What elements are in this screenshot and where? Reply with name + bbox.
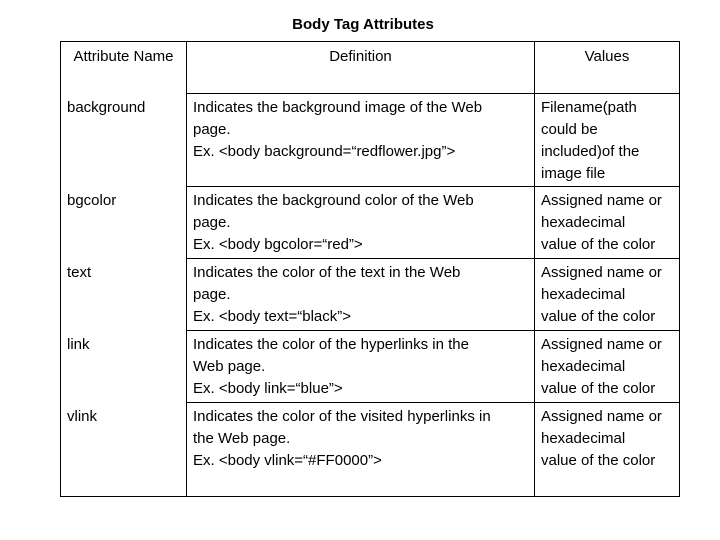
definition-line: page.	[193, 214, 231, 231]
definition-cell	[187, 259, 535, 331]
definition-example: Ex. <body vlink=“#FF0000”>	[193, 452, 382, 469]
values-line: hexadecimal	[541, 358, 626, 375]
values-line: hexadecimal	[541, 430, 626, 447]
table-row	[61, 403, 680, 497]
definition-line: Indicates the color of the text in the Web	[193, 264, 461, 281]
values-line: included)of the	[541, 143, 640, 160]
table-row	[61, 94, 680, 187]
values-line: value of the color	[541, 452, 656, 469]
attribute-cell: background	[67, 98, 146, 116]
definition-line: Indicates the background image of the Web	[193, 99, 483, 116]
definition-line: Indicates the color of the hyperlinks in the	[193, 336, 469, 353]
definition-line: Indicates the color of the visited hyperlinks in	[193, 408, 491, 425]
values-line: Filename(path	[541, 99, 637, 116]
header-values: Values	[584, 48, 630, 65]
attribute-cell: link	[67, 335, 90, 353]
definition-line: the Web page.	[193, 430, 291, 447]
attribute-cell: vlink	[67, 407, 98, 425]
page-title: Body Tag Attributes	[292, 16, 434, 33]
values-cell	[535, 187, 680, 259]
definition-example: Ex. <body text=“black”>	[193, 308, 351, 325]
definition-cell	[187, 331, 535, 403]
values-line: image file	[541, 165, 606, 182]
attributes-table	[60, 41, 680, 497]
attribute-cell: bgcolor	[67, 191, 117, 209]
values-cell	[535, 331, 680, 403]
header-definition: Definition	[187, 42, 535, 94]
definition-cell	[187, 187, 535, 259]
values-line: hexadecimal	[541, 214, 626, 231]
values-line: Assigned name or	[541, 192, 662, 209]
definition-line: Indicates the background color of the Web	[193, 192, 474, 209]
definition-line: Web page.	[193, 358, 266, 375]
table-header-row	[61, 42, 680, 94]
values-line: value of the color	[541, 308, 656, 325]
table-row	[61, 187, 680, 259]
definition-cell	[187, 94, 535, 187]
values-line: Assigned name or	[541, 336, 662, 353]
definition-cell	[187, 403, 535, 497]
values-line: value of the color	[541, 380, 656, 397]
definition-example: Ex. <body link=“blue”>	[193, 380, 343, 397]
definition-example: Ex. <body background=“redflower.jpg”>	[193, 143, 456, 160]
values-line: hexadecimal	[541, 286, 626, 303]
header-attribute-name: Attribute Name	[73, 48, 174, 65]
values-line: Assigned name or	[541, 408, 662, 425]
definition-line: page.	[193, 286, 231, 303]
values-line: Assigned name or	[541, 264, 662, 281]
table-row	[61, 331, 680, 403]
values-line: value of the color	[541, 236, 656, 253]
values-cell	[535, 94, 680, 187]
values-line: could be	[541, 121, 598, 138]
definition-line: page.	[193, 121, 231, 138]
table-row	[61, 259, 680, 331]
values-cell	[535, 259, 680, 331]
values-cell	[535, 403, 680, 497]
attribute-cell: text	[67, 263, 92, 281]
definition-example: Ex. <body bgcolor=“red”>	[193, 236, 363, 253]
